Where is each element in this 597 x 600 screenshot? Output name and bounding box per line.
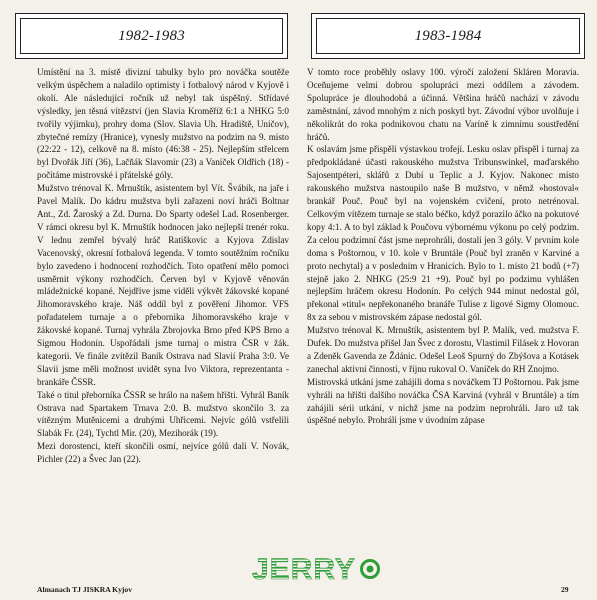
publication-title: Almanach TJ JISKRA Kyjov	[37, 585, 133, 594]
right-paragraph: Mužstvo trénoval K. Mrnuštík, asistentem byl P. Malík, ved. mužstva F. Dufek. Do mužstva přišel Jan Švec z dorostu, Vlastimil Filásek z Hovoran a Zdeněk Gavenda ze Ždánic. Odešel Leoš Spurný do Zbýšova a Kotásek zanechal aktivní činnosti, v říjnu rukoval O. Vaníček do RH Znojmo.	[307, 325, 579, 374]
left-year-header-frame	[20, 18, 283, 54]
right-paragraph: Mistrovská utkání jsme zahájili doma s nováčkem TJ Poštornou. Pak jsme vyhráli na hřišti dalšího nováčka ČSA Karviná (vyhrál v Bruntále) a tím zahájili sérii utkání, v nichž jsme na podzim neprohráli. Jaro už tak úspěšné nebylo. Prohráli jsme v úvodním zápase	[307, 376, 579, 426]
right-year-header-frame	[316, 18, 580, 54]
right-paragraph: K oslavám jsme přispěli výstavkou trofejí. Lesku oslav přispěl i turnaj za předpokládané účasti rakouského mužstva Tribunswinkel, maďarského Sajosentpéteri, sklářů z Dubí u Teplic a J. Kyjov. Nakonec místo rakouského mužstva nastoupilo naše B mužstvo, v němž »hostoval« brankář Pouč. Pouč byl na vojenském cvičení, proto netrénoval. Celkovým vítězem turnaje se stalo béčko, když porazilo áčko na pokutové kopy 4:1. A to byl základ k Poučovu výbornému výkonu po celý podzim. Za celou podzimní část jsme neprohráli, dostali jen 3 góly. V prvním kole doma s Poštornou, v 10. kole v Bruntále (Pouč byl zraněn v Karviné a proto nechytal) a v posledním v Hranicích. Bylo to 1. místo 21 bodů (+7) stejně jako 2. NHKG (25:9 21 +9). Pouč byl po podzimu vyhlášen nejlepším hráčem okresu Hodonín. Po celých 944 minut nedostal gól, překonal »titul« nepřekonaného branáře Tulise z ligové Sigmy Olomouc. 8x za sebou v mistrovském zápase nedostal gól.	[307, 144, 579, 323]
page-number: 29	[561, 585, 569, 594]
right-text-column	[307, 66, 579, 427]
left-year-header	[15, 13, 288, 59]
left-text-column	[37, 66, 289, 466]
right-paragraph: V tomto roce proběhly oslavy 100. výročí založení Skláren Moravia. Oceňujeme velmi dobrou spolupráci mezi oddílem a závodem. Spolupráce je dlouhodobá a účinná. Většina hráčů nachází v závodu zaměstnání, závod mnohým z nich poskytl byt. Závodní výbor uvolňuje i několikrát do roka podnikovou chatu na Varíně k zimnímu soustředění hráčů.	[307, 67, 579, 142]
right-year-heading: 1983-1984	[414, 27, 482, 44]
jerry-logo	[246, 543, 382, 593]
left-paragraph: Umístění na 3. místě divizní tabulky bylo pro nováčka soutěže velkým úspěchem a naladilo optimisty i fotbalový národ v Kyjově i okolí. Ale následující ročník už nebyl tak úspěšný. Střídavé výsledky, jen těsná vítězství (jen Slavia Kroměříž 6:1 a NHKG 5:0 tvořily výjimku), prohry doma (Slov. Slavia Uh. Hradiště, Uničov), zbytečné remízy (Hranice), vynesly mužstvo na podzim na 9. místo (22:22 - 12), celkově na 8. místo (46:38 - 25). Nejlepším střelcem byl Dvořák Jiří (36), Lačňák Slavomír (23) a Vaníček Oldřich (18) - počítáme mistrovské i přátelské góly.	[37, 67, 289, 181]
right-year-header	[311, 13, 585, 59]
left-paragraph: Mezi dorostenci, kteří skončili osmí, nejvíce gólů dali V. Novák, Pichler (22) a Švec Jan (22).	[37, 441, 289, 465]
left-paragraph: Mužstvo trénoval K. Mrnuštík, asistentem byl Vít. Švábík, na jaře i Pavel Malík. Do kádru mužstva byli zařazeni noví hráči Boltnar Ant., Zd. Žaroský a Zd. Durna. Do Sparty odešel Lad. Rosenberger. V rámci okresu byl K. Mrnuštík hodnocen jako nejlepší trenér roku. V lednu zemřel bývalý hráč Ratiškovic a Kyjova Zdislav Vacenovský, okresní fotbalová legenda. V tomto soutěžním ročníku bylo zavedeno i hodnocení rozhodčích. Toto opatření mělo pomoci usměrnit výkony rozhodčích. Červen byl v Kyjově věnován mládežnické kopané. Nejdříve jsme viděli výkvět žákovské kopané Jihomoravského kraje. Náš oddíl byl z pověření Jihomor. VFS pořadatelem turnaje a o přebornika Jihomoravského kraje v žákovské kopané. Turnaj vyhrála Zbrojovka Brno před KPS Brno a Sigmou Hodonín. Uspořádali jsme turnaj o mistra ČSR v žák. kategorii. Ve finále zvítězil Baník Ostrava nad Slavií Praha 3:0. Ve Slavii jsme měli možnost uvidět syna Ivo Viktora, reprezentanta - brankáře ČSSR.	[37, 183, 289, 387]
left-paragraph: Také o titul přeborníka ČSSR se hrálo na našem hřišti. Vyhrál Baník Ostrava nad Spartakem Trnava 2:0. B. mužstvo skončilo 3. za vítězným Mutěnicemi a druhými Uhřicemi. Nejvíc gólů vstřelili Slabák Fr. (24), Tychtl Mir. (20), Mezihorák (19).	[37, 389, 289, 439]
left-year-heading: 1982-1983	[118, 27, 185, 44]
svg-text:JERRY: JERRY	[252, 553, 356, 586]
